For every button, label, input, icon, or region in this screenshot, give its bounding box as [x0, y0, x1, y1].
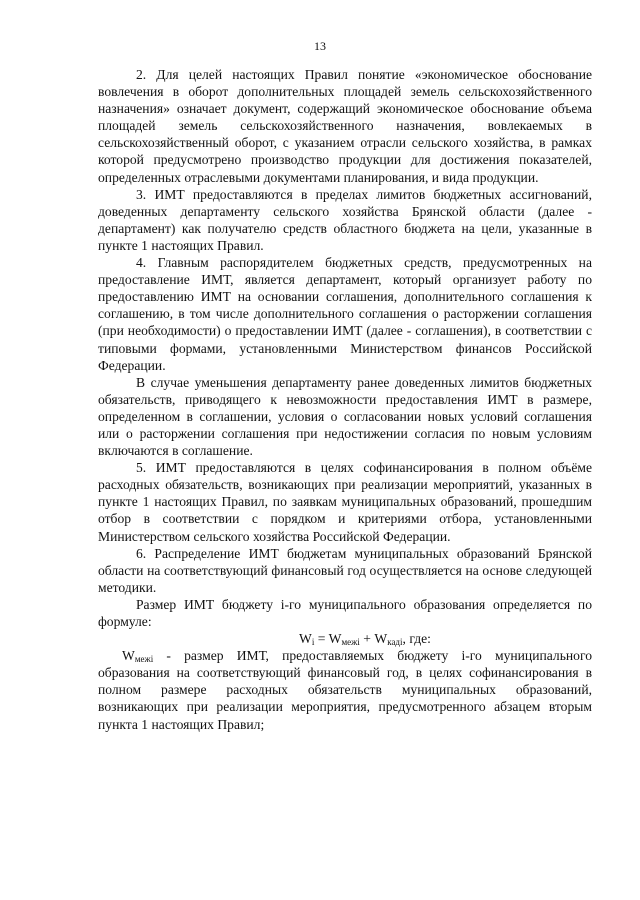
paragraph-5: 5. ИМТ предоставляются в целях софинансирования в полном объёме расходных обязательств, возникающих при реализации мероприятий, указанных в пункте 1 настоящих Правил, по заявкам муниципальных образований, прошедшим отбор в соответствии с порядком и критериями отбора, установленными Министерством сельского хозяйства Российской Федерации. [98, 460, 592, 544]
paragraph-6: 6. Распределение ИМТ бюджетам муниципальных образований Брянской области на соответствующий финансовый год осуществляется на основе следующей методики. [98, 545, 592, 595]
paragraph-4-continued: В случае уменьшения департаменту ранее доведенных лимитов бюджетных обязательств, приводящего к невозможности предоставления ИМТ в размере, определенном в соглашении, условия о согласовании новых условий соглашения или о расторжении соглашения при недостижении согласия по новым условиям включаются в соглашение. [98, 374, 592, 459]
formula-w2: W [374, 631, 388, 647]
formula-eq: = [314, 631, 329, 647]
formula-plus: + [359, 631, 375, 647]
formula-w2-sub: каді [387, 637, 403, 648]
formula [98, 630, 592, 647]
paragraph-4: 4. Главным распорядителем бюджетных средств, предусмотренных на предоставление ИМТ, является департамент, который организует работу по предоставлению ИМТ на основании соглашения, дополнительного соглашения к соглашению, в том числе дополнительного соглашения о расторжении соглашения (при необходимости) о предоставлении ИМТ (далее - соглашения), в соответствии с типовыми формами, установленными Министерством финансов Российской Федерации. [98, 255, 592, 373]
formula-w-sub: i [311, 637, 315, 648]
definition-text: - размер ИМТ, предоставляемых бюджету i-го муниципального образования на соответствующий финансовый год, в целях софинансирования в полном размере расходных обязательств муниципальных образований, возникающих при реализации мероприятия, предусмотренного абзацем вторым пункта 1 настоящих Правил; [98, 648, 592, 732]
definition-w-mezh [98, 647, 592, 732]
formula-w1: W [328, 631, 342, 647]
document-body [98, 66, 592, 733]
definition-symbol-sub: межі [134, 654, 154, 665]
formula-w1-sub: межі [341, 637, 360, 648]
formula-tail: , где: [402, 631, 431, 647]
paragraph-2: 2. Для целей настоящих Правил понятие «экономическое обоснование вовлечения в оборот дополнительных площадей земель сельскохозяйственного назначения» означает документ, содержащий экономическое обоснование объема площадей земель сельскохозяйственного назначения, вовлекаемых в сельскохозяйственный оборот, с указанием отрасли сельского хозяйства, в рамках которой предусмотрено производство продукции для достижения показателей, определенных отраслевыми документами планирования, и вида продукции. [98, 67, 592, 185]
definition-symbol: W [122, 648, 135, 664]
page-number: 13 [314, 39, 326, 53]
paragraph-3: 3. ИМТ предоставляются в пределах лимитов бюджетных ассигнований, доведенных департаменту сельского хозяйства Брянской области (далее - департамент) как получателю средств областного бюджета на цели, указанные в пункте 1 настоящих Правил. [98, 186, 592, 253]
formula-w: W [299, 631, 312, 647]
paragraph-6-formula-intro: Размер ИМТ бюджету i-го муниципального образования определяется по формуле: [98, 596, 592, 629]
